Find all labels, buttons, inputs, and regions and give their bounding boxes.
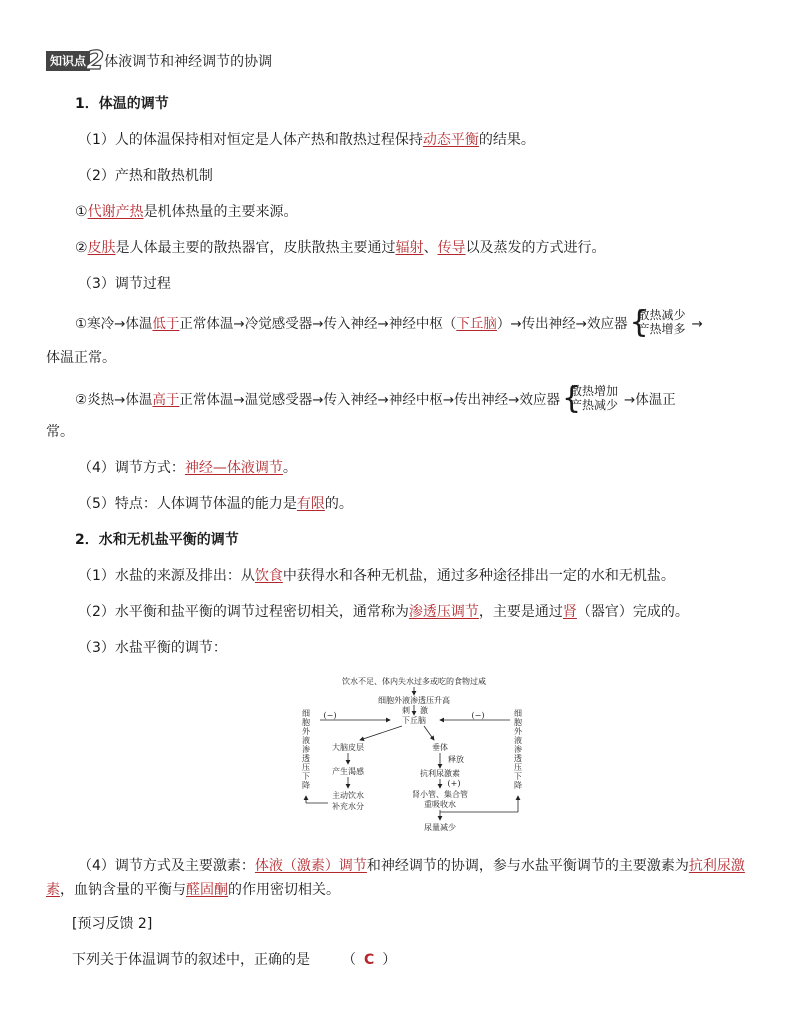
- brace-group: { 散热减少 产热增多: [629, 305, 686, 340]
- paragraph-6-line2: 体温正常。: [46, 350, 116, 366]
- answer-blank: 醛固酮: [186, 882, 228, 898]
- side-label-char: 外: [302, 727, 310, 736]
- question-text: 下列关于体温调节的叙述中，正确的是: [72, 952, 310, 968]
- answer-blank: 抗利尿激: [688, 858, 745, 874]
- paragraph-2: （2）产热和散热机制: [78, 168, 213, 184]
- answer-blank: 皮肤: [87, 240, 116, 256]
- preview-feedback-label: [预习反馈 2]: [72, 916, 153, 932]
- water-salt-regulation-diagram: [290, 672, 530, 840]
- side-label-char: 液: [514, 736, 522, 745]
- side-label-char: 液: [302, 736, 310, 745]
- answer-choice: C: [364, 952, 375, 968]
- side-label-char: 外: [514, 727, 522, 736]
- paragraph-7-line1: ②炎热→体温高于正常体温→温觉感受器→传入神经→神经中枢→传出神经→效应器 { 散热增加 产热减少 →体温正: [75, 381, 676, 416]
- diagram-minus-right: (−): [471, 711, 485, 720]
- paragraph-13-line2: 素，血钠含量的平衡与醛固酮的作用密切相关。: [46, 882, 340, 898]
- paragraph-9: （5）特点：人体调节体温的能力是有限的。: [78, 496, 353, 512]
- diagram-drink-1: 主动饮水: [332, 791, 364, 800]
- diagram-drink-2: 补充水分: [332, 802, 364, 811]
- diagram-urine: 尿量减少: [424, 823, 456, 832]
- diagram-kidney: 肾小管、集合管: [412, 790, 468, 799]
- side-label-char: 压: [514, 763, 522, 772]
- paragraph-7-line2: 常。: [46, 424, 74, 440]
- answer-blank: 肾: [562, 604, 577, 620]
- paragraph-10: （1）水盐的来源及排出：从饮食中获得水和各种无机盐，通过多种途径排出一定的水和无机盐。: [78, 568, 675, 584]
- answer-blank: 低于: [152, 316, 180, 332]
- question-line: 下列关于体温调节的叙述中，正确的是 （ C ）: [72, 952, 397, 968]
- answer-blank: 有限: [296, 496, 325, 512]
- diagram-stim-2: 激: [420, 706, 428, 715]
- side-label-char: 透: [302, 754, 310, 763]
- paragraph-8: （4）调节方式：神经—体液调节。: [78, 460, 297, 476]
- diagram-hypothalamus: 下丘脑: [402, 716, 426, 725]
- subsection-title-water-salt: 2．水和无机盐平衡的调节: [75, 532, 239, 548]
- answer-blank: 渗透压调节: [408, 604, 479, 620]
- answer-blank: 高于: [152, 392, 180, 408]
- answer-blank: 动态平衡: [422, 132, 479, 148]
- side-label-char: 透: [514, 754, 522, 763]
- subsection-title-temperature: 1．体温的调节: [75, 96, 169, 112]
- answer-blank: 饮食: [254, 568, 283, 584]
- answer-blank: 辐射: [395, 240, 424, 256]
- diagram-osmotic-rise: 细胞外液渗透压升高: [378, 696, 450, 705]
- diagram-release: 释放: [448, 755, 464, 764]
- section-header: [46, 46, 273, 76]
- side-label-char: 降: [302, 781, 310, 790]
- diagram-top-text: 饮水不足、体内失水过多或吃的食物过咸: [342, 677, 486, 686]
- paragraph-3: ①代谢产热是机体热量的主要来源。: [75, 204, 298, 220]
- paragraph-12: （3）水盐平衡的调节：: [78, 640, 227, 656]
- answer-blank: 代谢产热: [87, 204, 144, 220]
- side-label-char: 细: [514, 709, 522, 718]
- side-label-char: 下: [514, 772, 522, 781]
- side-label-char: 渗: [514, 745, 522, 754]
- side-label-char: 胞: [514, 718, 522, 727]
- side-label-char: 细: [302, 709, 310, 718]
- brace-group: { 散热增加 产热减少: [561, 381, 618, 416]
- answer-blank: 素: [46, 882, 60, 898]
- answer-blank: 下丘脑: [456, 316, 497, 332]
- arrow: [360, 726, 402, 740]
- diagram-stim-1: 刺: [402, 706, 410, 715]
- diagram-minus-left: (−): [323, 711, 337, 720]
- paragraph-6-line1: ①寒冷→体温低于正常体温→冷觉感受器→传入神经→神经中枢（下丘脑）→传出神经→效应器 { 散热减少 产热增多 →: [75, 305, 703, 340]
- knowledge-point-number: 2: [86, 46, 105, 76]
- arrow: [424, 726, 434, 740]
- answer-blank: 体液（激素）调节: [254, 858, 367, 874]
- diagram-reabsorb: 重吸收水: [424, 800, 456, 809]
- diagram-pituitary: 垂体: [432, 743, 448, 752]
- side-label-char: 渗: [302, 745, 310, 754]
- side-label-char: 压: [302, 763, 310, 772]
- diagram-side-label-right: [514, 709, 523, 790]
- diagram-side-label-left: [302, 709, 311, 790]
- side-label-char: 胞: [302, 718, 310, 727]
- knowledge-point-badge: 知识点: [46, 51, 90, 71]
- answer-blank: 传导: [437, 240, 466, 256]
- paragraph-5: （3）调节过程: [78, 276, 171, 292]
- diagram-plus: (+): [447, 779, 461, 788]
- answer-blank: 神经—体液调节: [184, 460, 283, 476]
- paragraph-11: （2）水平衡和盐平衡的调节过程密切相关，通常称为渗透压调节，主要是通过肾（器官）完成的。: [78, 604, 689, 620]
- side-label-char: 降: [514, 781, 522, 790]
- diagram-cerebral-cortex: 大脑皮层: [332, 743, 364, 752]
- paragraph-1: （1）人的体温保持相对恒定是人体产热和散热过程保持动态平衡的结果。: [78, 132, 535, 148]
- section-title: 体液调节和神经调节的协调: [104, 54, 273, 70]
- side-label-char: 下: [302, 772, 310, 781]
- paragraph-4: ②皮肤是人体最主要的散热器官，皮肤散热主要通过辐射、传导以及蒸发的方式进行。: [75, 240, 606, 256]
- diagram-thirst: 产生渴感: [332, 767, 364, 776]
- diagram-adh: 抗利尿激素: [420, 769, 460, 778]
- paragraph-13-line1: （4）调节方式及主要激素：体液（激素）调节和神经调节的协调，参与水盐平衡调节的主要激素为抗利尿激: [78, 858, 745, 874]
